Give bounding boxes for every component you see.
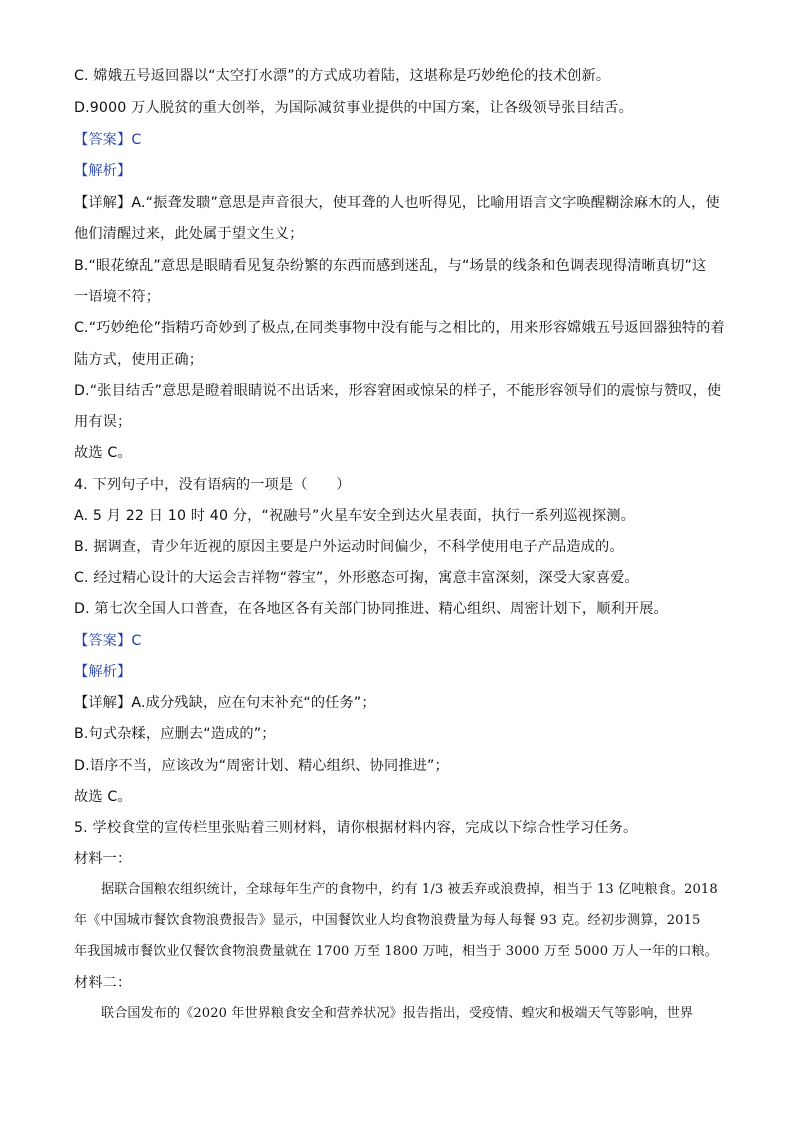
explanation-line: 陆方式，使用正确； [74,352,204,368]
material-1-text: 据联合国粮农组织统计，全球每年生产的食物中，约有 1/3 被丢弃或浪费掉，相当于 13 亿吨粮食。2018 [101,882,718,897]
option-c-line: C. 嫦娥五号返回器以“太空打水漂”的方式成功着陆，这堪称是巧妙绝伦的技术创新。 [74,68,611,84]
explanation-line: 一语境不符； [74,289,161,305]
answer-label: 【答案】C [74,633,142,649]
material-1-text: 年《中国城市餐饮食物浪费报告》显示，中国餐饮业人均食物浪费量为每人每餐 93 克。经初步测算，2015 [74,913,701,928]
answer-label: 【答案】C [74,132,142,148]
material-2-heading: 材料二： [74,975,132,991]
conclusion-line: 故选 C。 [74,789,132,805]
material-2-text: 联合国发布的《2020 年世界粮食安全和营养状况》报告指出，受疫情、蝗灾和极端天气等影响，世界 [101,1006,694,1021]
question-4-option-a: A. 5 月 22 日 10 时 40 分，“祝融号”火星车安全到达火星表面，执行一系列巡视探测。 [74,508,635,524]
question-4-stem: 4. 下列句子中，没有语病的一项是（ ） [74,477,351,493]
explanation-line: D.“张目结舌”意思是瞪着眼睛说不出话来，形容窘困或惊呆的样子，不能形容领导们的震惊与赞叹，使 [74,383,722,399]
explanation-line: 用有误； [74,414,132,430]
explanation-line: 他们清醒过来，此处属于望文生义； [74,226,304,242]
option-d-line: D.9000 万人脱贫的重大创举，为国际减贫事业提供的中国方案，让各级领导张目结舌。 [74,100,633,116]
analysis-label: 【解析】 [74,664,132,680]
question-4-option-d: D. 第七次全国人口普查，在各地区各有关部门协同推进、精心组织、周密计划下，顺利开展。 [74,601,668,617]
explanation-line: B.“眼花缭乱”意思是眼睛看见复杂纷繁的东西而感到迷乱，与“场景的线条和色调表现得清晰真切”这 [74,258,707,274]
material-1-text: 年我国城市餐饮业仅餐饮食物浪费量就在 1700 万至 1800 万吨，相当于 3000 万至 5000 万人一年的口粮。 [74,944,718,959]
explanation-line: B.句式杂糅，应删去“造成的”； [74,726,276,742]
question-5-stem: 5. 学校食堂的宣传栏里张贴着三则材料，请你根据材料内容，完成以下综合性学习任务。 [74,820,638,836]
conclusion-line: 故选 C。 [74,445,132,461]
explanation-line: 【详解】A.成分残缺，应在句末补充“的任务”； [74,695,376,711]
material-1-heading: 材料一： [74,851,132,867]
explanation-line: 【详解】A.“振聋发聩”意思是声音很大，使耳聋的人也听得见，比喻用语言文字唤醒糊涂麻木的人，使 [74,195,720,211]
question-4-option-c: C. 经过精心设计的大运会吉祥物“蓉宝”，外形憨态可掬，寓意丰富深刻，深受大家喜爱。 [74,570,639,586]
explanation-line: D.语序不当，应该改为“周密计划、精心组织、协同推进”； [74,758,449,774]
analysis-label: 【解析】 [74,163,132,179]
explanation-line: C.“巧妙绝伦”指精巧奇妙到了极点,在同类事物中没有能与之相比的，用来形容嫦娥五号返回器独特的着 [74,320,725,336]
question-4-option-b: B. 据调查，青少年近视的原因主要是户外运动时间偏少，不科学使用电子产品造成的。 [74,539,624,555]
